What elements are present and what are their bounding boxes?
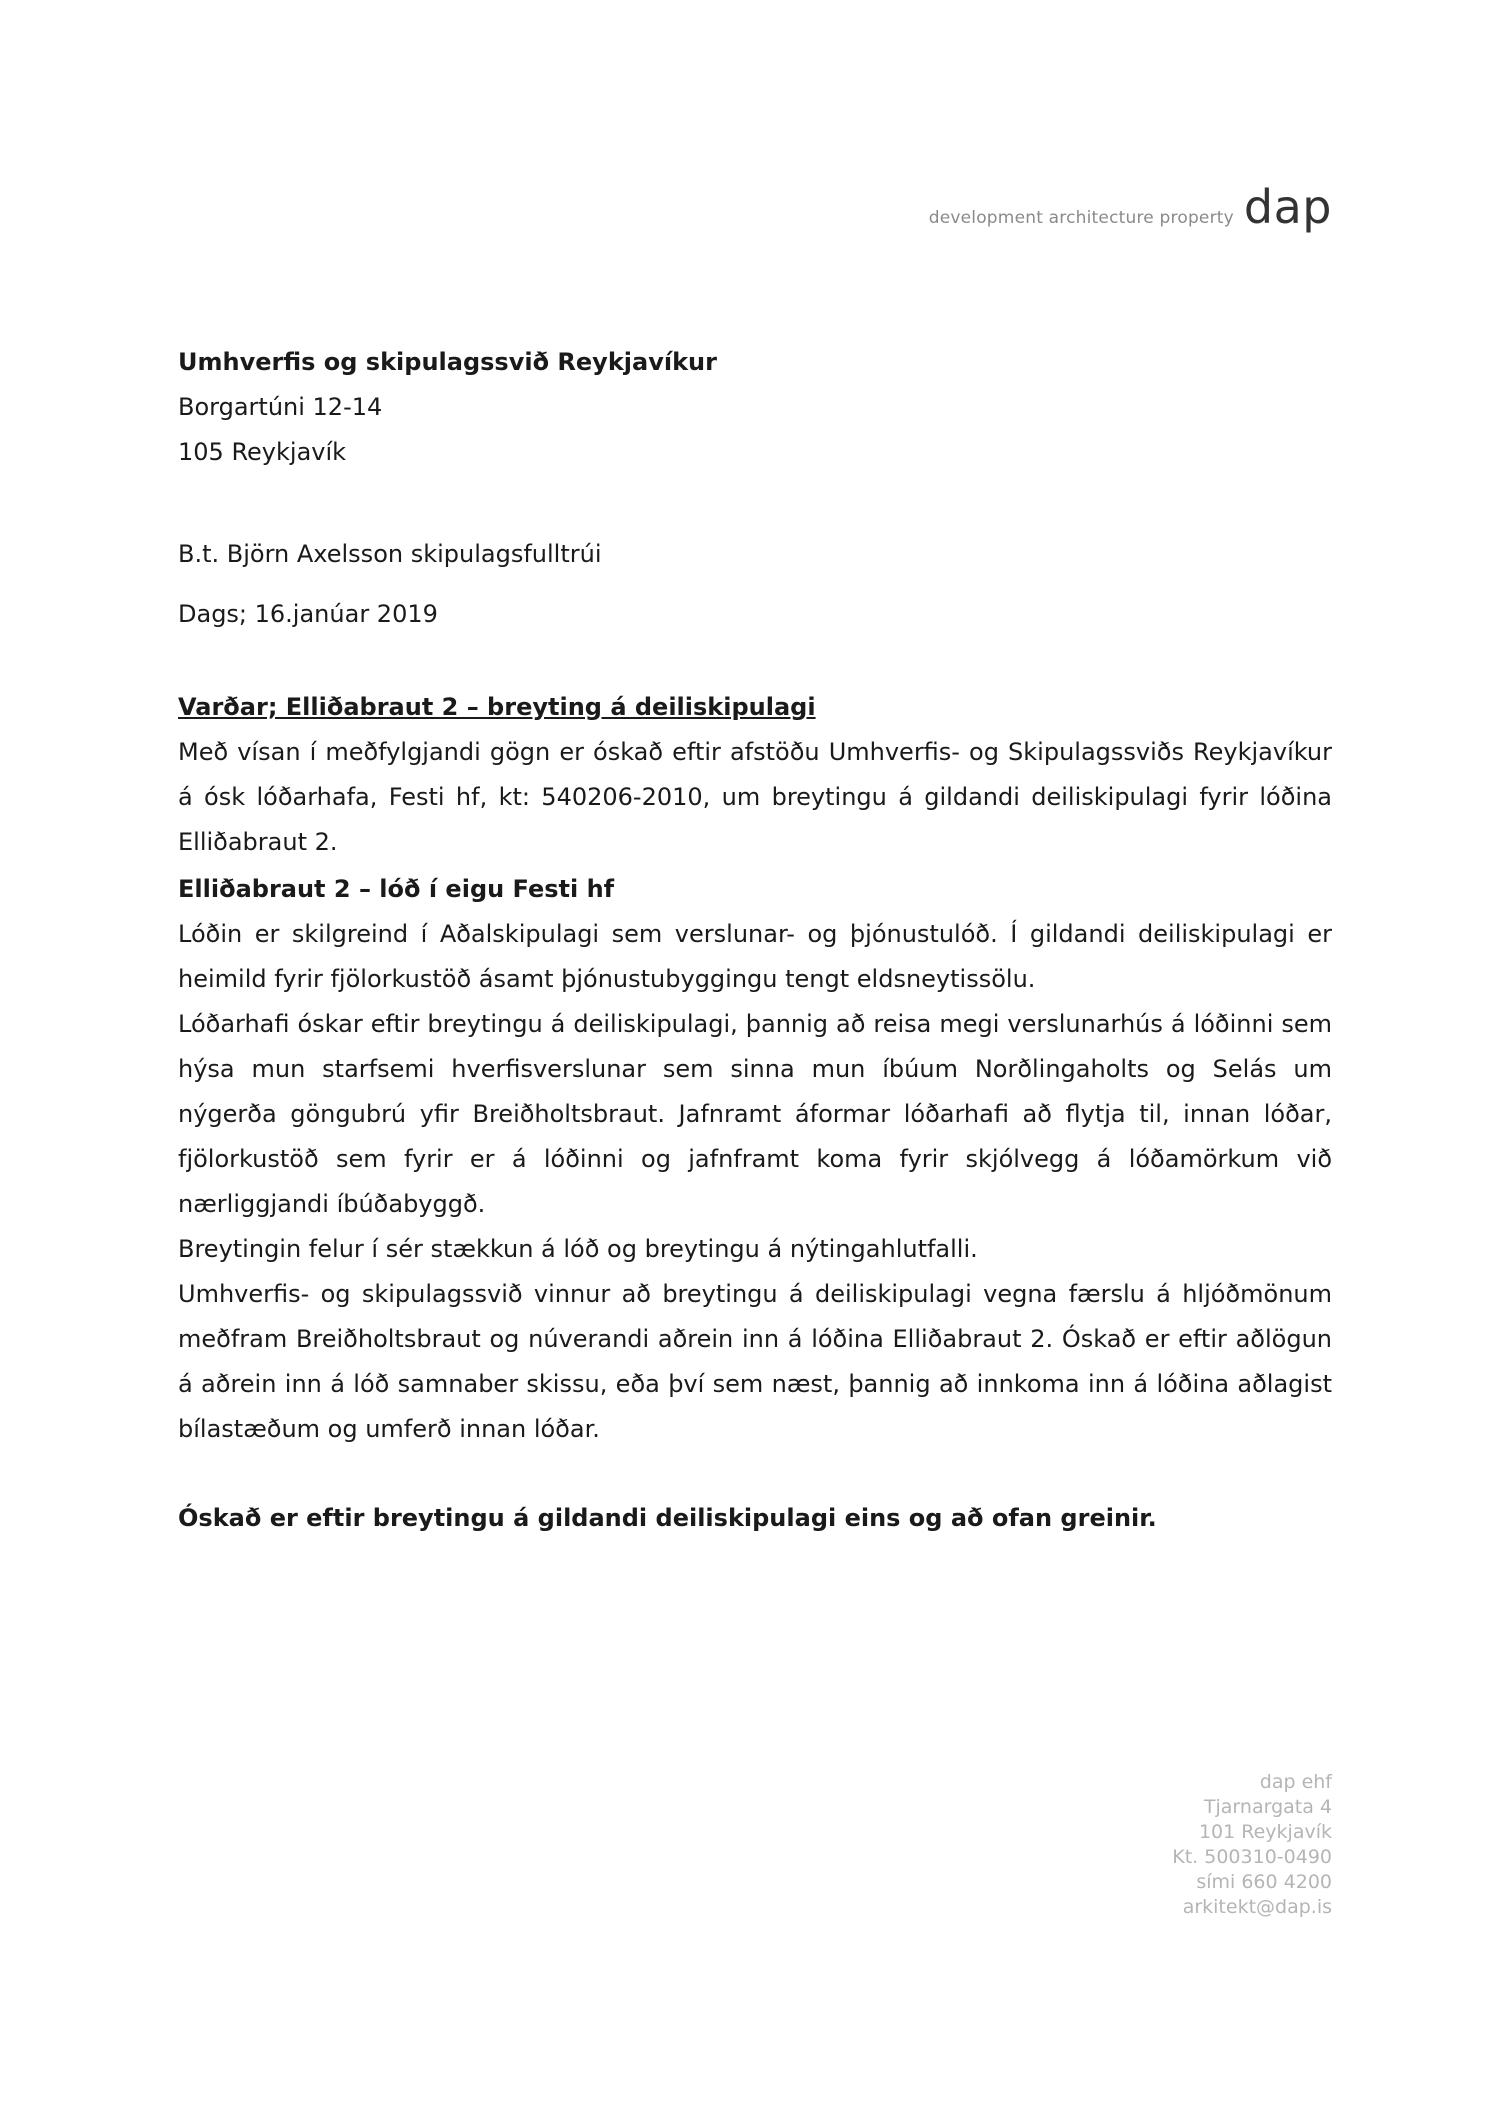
property-paragraph: Lóðin er skilgreind í Aðalskipulagi sem verslunar- og þjónustulóð. Í gildandi deiliskipulagi er heimild fyrir fjölorkustöð ásamt þjónustubyggingu tengt eldsneytissölu. — [178, 920, 1332, 993]
letterhead — [929, 180, 1332, 234]
property-paragraph: Umhverfis- og skipulagssvið vinnur að breytingu á deiliskipulagi vegna færslu á hljóðmönum meðfram Breiðholtsbraut og núverandi aðrein inn á lóðina Elliðabraut 2. Óskað er eftir aðlögun á aðrein inn á lóð samnaber skissu, eða því sem næst, þannig að innkoma inn á lóðina aðlagist bílastæðum og umferð innan lóðar. — [178, 1280, 1332, 1443]
date-text: Dags; 16.janúar 2019 — [178, 600, 438, 628]
property-paragraph: Breytingin felur í sér stækkun á lóð og breytingu á nýtingahlutfalli. — [178, 1235, 978, 1263]
subject-heading: Varðar; Elliðabraut 2 – breyting á deiliskipulagi — [178, 693, 816, 721]
recipient-city: 105 Reykjavík — [178, 438, 347, 466]
recipient-name: Umhverfis og skipulagssvið Reykjavíkur — [178, 348, 717, 376]
property-paragraph: Lóðarhafi óskar eftir breytingu á deiliskipulagi, þannig að reisa megi verslunarhús á lóðinni sem hýsa mun starfsemi hverfisverslunar sem sinna mun íbúum Norðlingaholts og Selás um nýgerða göngubrú yfir Breiðholtsbraut. Jafnramt áformar lóðarhafi að flytja til, innan lóðar, fjölorkustöð sem fyrir er á lóðinni og jafnframt koma fyrir skjólvegg á lóðamörkum við nærliggjandi íbúðabyggð. — [178, 1010, 1332, 1218]
subject-body: Með vísan í meðfylgjandi gögn er óskað eftir afstöðu Umhverfis- og Skipulagssviðs Reykjavíkur á ósk lóðarhafa, Festi hf, kt: 540206-2010, um breytingu á gildandi deiliskipulagi fyrir lóðina Elliðabraut 2. — [178, 738, 1332, 856]
letterhead-tagline: development architecture property — [928, 208, 1234, 228]
subject-section — [178, 685, 1332, 865]
attention-line — [178, 532, 1332, 577]
company-logo: dap — [1243, 180, 1332, 234]
recipient-address — [178, 340, 1332, 475]
recipient-street: Borgartúni 12-14 — [178, 393, 383, 421]
property-heading: Elliðabraut 2 – lóð í eigu Festi hf — [178, 875, 615, 903]
closing-statement — [178, 1496, 1332, 1541]
closing-text: Óskað er eftir breytingu á gildandi deiliskipulagi eins og að ofan greinir. — [178, 1504, 1157, 1532]
attention-text: B.t. Björn Axelsson skipulagsfulltrúi — [178, 540, 602, 568]
footer-kt: Kt. 500310-0490 — [1172, 1846, 1332, 1868]
footer-street: Tjarnargata 4 — [1203, 1796, 1332, 1818]
footer-phone: sími 660 4200 — [1196, 1871, 1332, 1893]
letter-date — [178, 592, 1332, 637]
property-section — [178, 867, 1332, 1452]
footer-city: 101 Reykjavík — [1198, 1821, 1332, 1843]
sender-footer — [1172, 1770, 1332, 1920]
footer-company: dap ehf — [1259, 1771, 1332, 1793]
footer-email: arkitekt@dap.is — [1182, 1896, 1332, 1918]
